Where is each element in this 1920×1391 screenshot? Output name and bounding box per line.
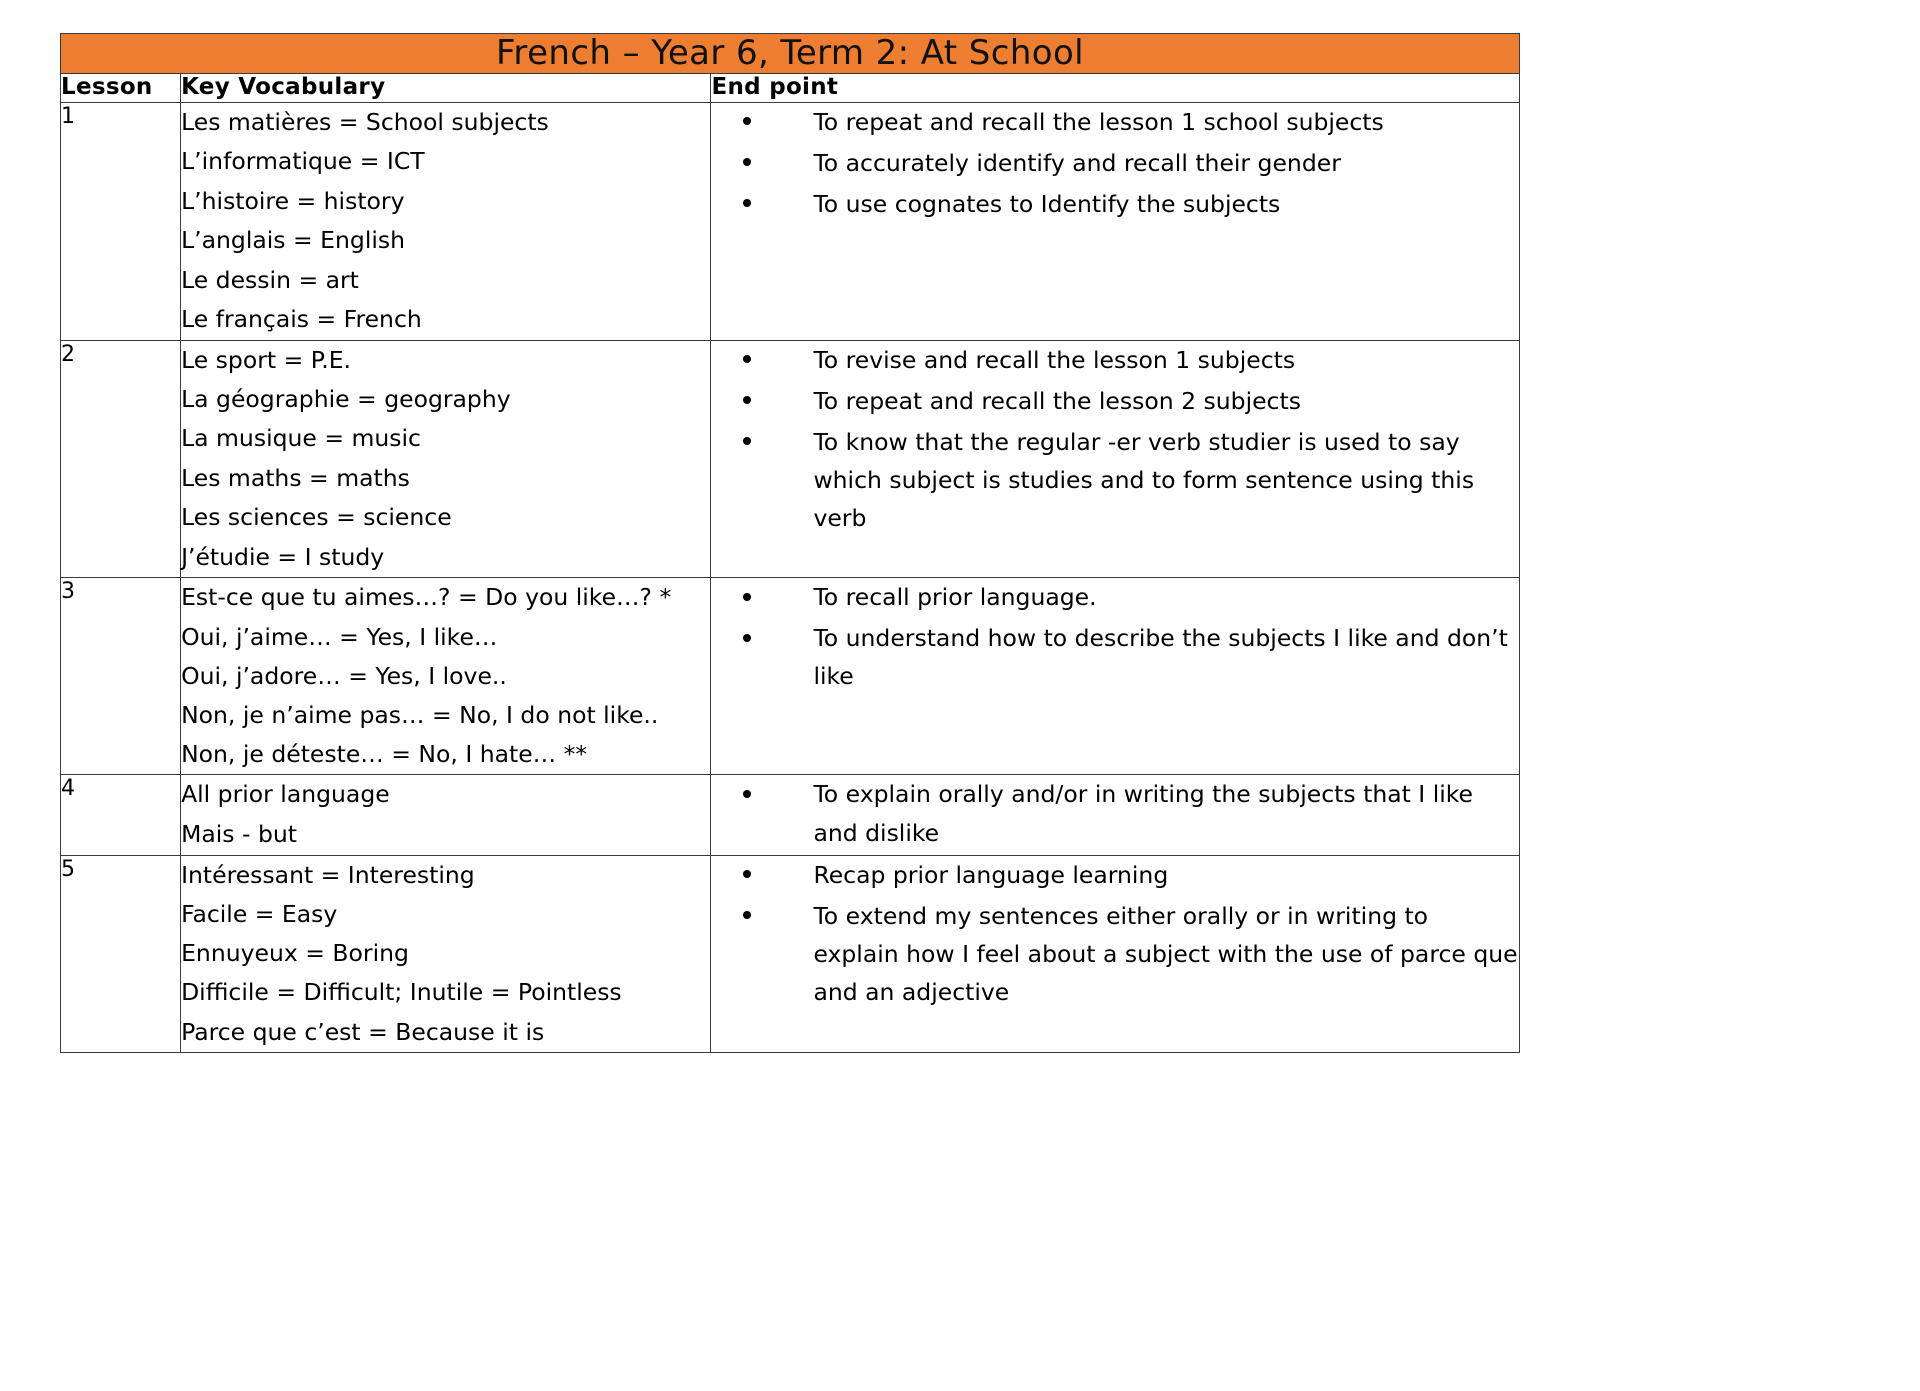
endpoint-item — [711, 775, 1519, 851]
column-header-row — [61, 74, 1520, 103]
vocabulary-item: Ennuyeux = Boring — [181, 939, 409, 968]
endpoint-list — [711, 856, 1519, 1011]
vocabulary-item: J’étudie = I study — [181, 542, 385, 571]
endpoint-cell — [711, 102, 1520, 340]
page-title: French – Year 6, Term 2: At School — [495, 33, 1085, 73]
bullet-icon — [743, 593, 751, 601]
endpoint-item — [711, 578, 1519, 616]
endpoint-text: To recall prior language. — [813, 583, 1097, 612]
endpoint-item — [711, 619, 1519, 695]
lesson-number: 4 — [61, 775, 181, 855]
endpoint-text: To accurately identify and recall their gender — [813, 148, 1341, 177]
table-row — [61, 855, 1520, 1052]
vocabulary-item: Les maths = maths — [181, 463, 410, 492]
endpoint-item — [711, 897, 1519, 1011]
bullet-icon — [743, 396, 751, 404]
endpoint-cell — [711, 340, 1520, 578]
endpoint-text: To repeat and recall the lesson 1 school subjects — [813, 107, 1384, 136]
vocabulary-list — [181, 103, 710, 340]
table-row — [61, 578, 1520, 775]
vocabulary-list — [181, 578, 710, 774]
vocabulary-cell — [181, 775, 711, 855]
bullet-icon — [743, 117, 751, 125]
table-row — [61, 775, 1520, 855]
bullet-icon — [743, 634, 751, 642]
lesson-number: 5 — [61, 855, 181, 1052]
bullet-icon — [743, 355, 751, 363]
bullet-icon — [743, 158, 751, 166]
vocabulary-item: Difficile = Difficult; Inutile = Pointless — [181, 978, 622, 1007]
column-header-vocabulary: Key Vocabulary — [181, 74, 711, 103]
endpoint-list — [711, 103, 1519, 223]
lesson-number: 3 — [61, 578, 181, 775]
endpoint-item — [711, 341, 1519, 379]
vocabulary-item: Le dessin = art — [181, 265, 359, 294]
vocabulary-item: Les matières = School subjects — [181, 107, 549, 136]
bullet-icon — [743, 870, 751, 878]
vocabulary-item: Parce que c’est = Because it is — [181, 1017, 545, 1046]
vocabulary-item: Oui, j’aime… = Yes, I like… — [181, 622, 498, 651]
column-header-lesson: Lesson — [61, 74, 181, 103]
endpoint-item — [711, 144, 1519, 182]
vocabulary-list — [181, 856, 710, 1052]
vocabulary-item: L’anglais = English — [181, 226, 406, 255]
table-row — [61, 102, 1520, 340]
endpoint-text: To revise and recall the lesson 1 subjects — [813, 345, 1296, 374]
endpoint-item — [711, 423, 1519, 537]
endpoint-text: To use cognates to Identify the subjects — [813, 189, 1281, 218]
endpoint-text: To explain orally and/or in writing the subjects that I like and dislike — [813, 780, 1473, 847]
title-banner — [61, 34, 1520, 74]
vocabulary-item: La géographie = geography — [181, 384, 511, 413]
endpoint-item — [711, 185, 1519, 223]
endpoint-cell — [711, 775, 1520, 855]
endpoint-text: To repeat and recall the lesson 2 subjects — [813, 386, 1301, 415]
vocabulary-item: Non, je n’aime pas… = No, I do not like.. — [181, 701, 659, 730]
endpoint-item — [711, 382, 1519, 420]
bullet-icon — [743, 437, 751, 445]
bullet-icon — [743, 911, 751, 919]
vocabulary-cell — [181, 855, 711, 1052]
lesson-number: 1 — [61, 102, 181, 340]
endpoint-text: To extend my sentences either orally or in writing to explain how I feel about a subject with the use of parce que and an adjective — [813, 901, 1518, 1006]
vocabulary-list — [181, 775, 710, 853]
endpoint-cell — [711, 855, 1520, 1052]
curriculum-table — [60, 33, 1520, 1053]
bullet-icon — [743, 199, 751, 207]
vocabulary-list — [181, 341, 710, 578]
endpoint-list — [711, 775, 1519, 851]
endpoint-text: To understand how to describe the subjects I like and don’t like — [813, 624, 1508, 691]
vocabulary-item: L’histoire = history — [181, 186, 405, 215]
vocabulary-item: Oui, j’adore… = Yes, I love.. — [181, 661, 507, 690]
vocabulary-item: Est-ce que tu aimes…? = Do you like…? * — [181, 583, 672, 612]
endpoint-list — [711, 578, 1519, 695]
endpoint-item — [711, 856, 1519, 894]
vocabulary-item: Mais - but — [181, 819, 297, 848]
vocabulary-item: La musique = music — [181, 424, 421, 453]
title-row — [61, 34, 1520, 74]
vocabulary-item: L’informatique = ICT — [181, 147, 425, 176]
vocabulary-cell — [181, 102, 711, 340]
vocabulary-item: Non, je déteste… = No, I hate… ** — [181, 740, 588, 769]
vocabulary-item: Le sport = P.E. — [181, 345, 352, 374]
vocabulary-cell — [181, 340, 711, 578]
vocabulary-item: All prior language — [181, 780, 390, 809]
bullet-icon — [743, 790, 751, 798]
endpoint-text: To know that the regular -er verb studier is used to say which subject is studies and to form sentence using this verb — [813, 427, 1475, 532]
endpoint-list — [711, 341, 1519, 537]
endpoint-text: Recap prior language learning — [813, 860, 1169, 889]
endpoint-item — [711, 103, 1519, 141]
endpoint-cell — [711, 578, 1520, 775]
vocabulary-item: Intéressant = Interesting — [181, 860, 475, 889]
table-row — [61, 340, 1520, 578]
vocabulary-item: Le français = French — [181, 305, 422, 334]
vocabulary-cell — [181, 578, 711, 775]
lesson-number: 2 — [61, 340, 181, 578]
column-header-endpoint: End point — [711, 74, 1520, 103]
vocabulary-item: Facile = Easy — [181, 899, 338, 928]
vocabulary-item: Les sciences = science — [181, 503, 452, 532]
